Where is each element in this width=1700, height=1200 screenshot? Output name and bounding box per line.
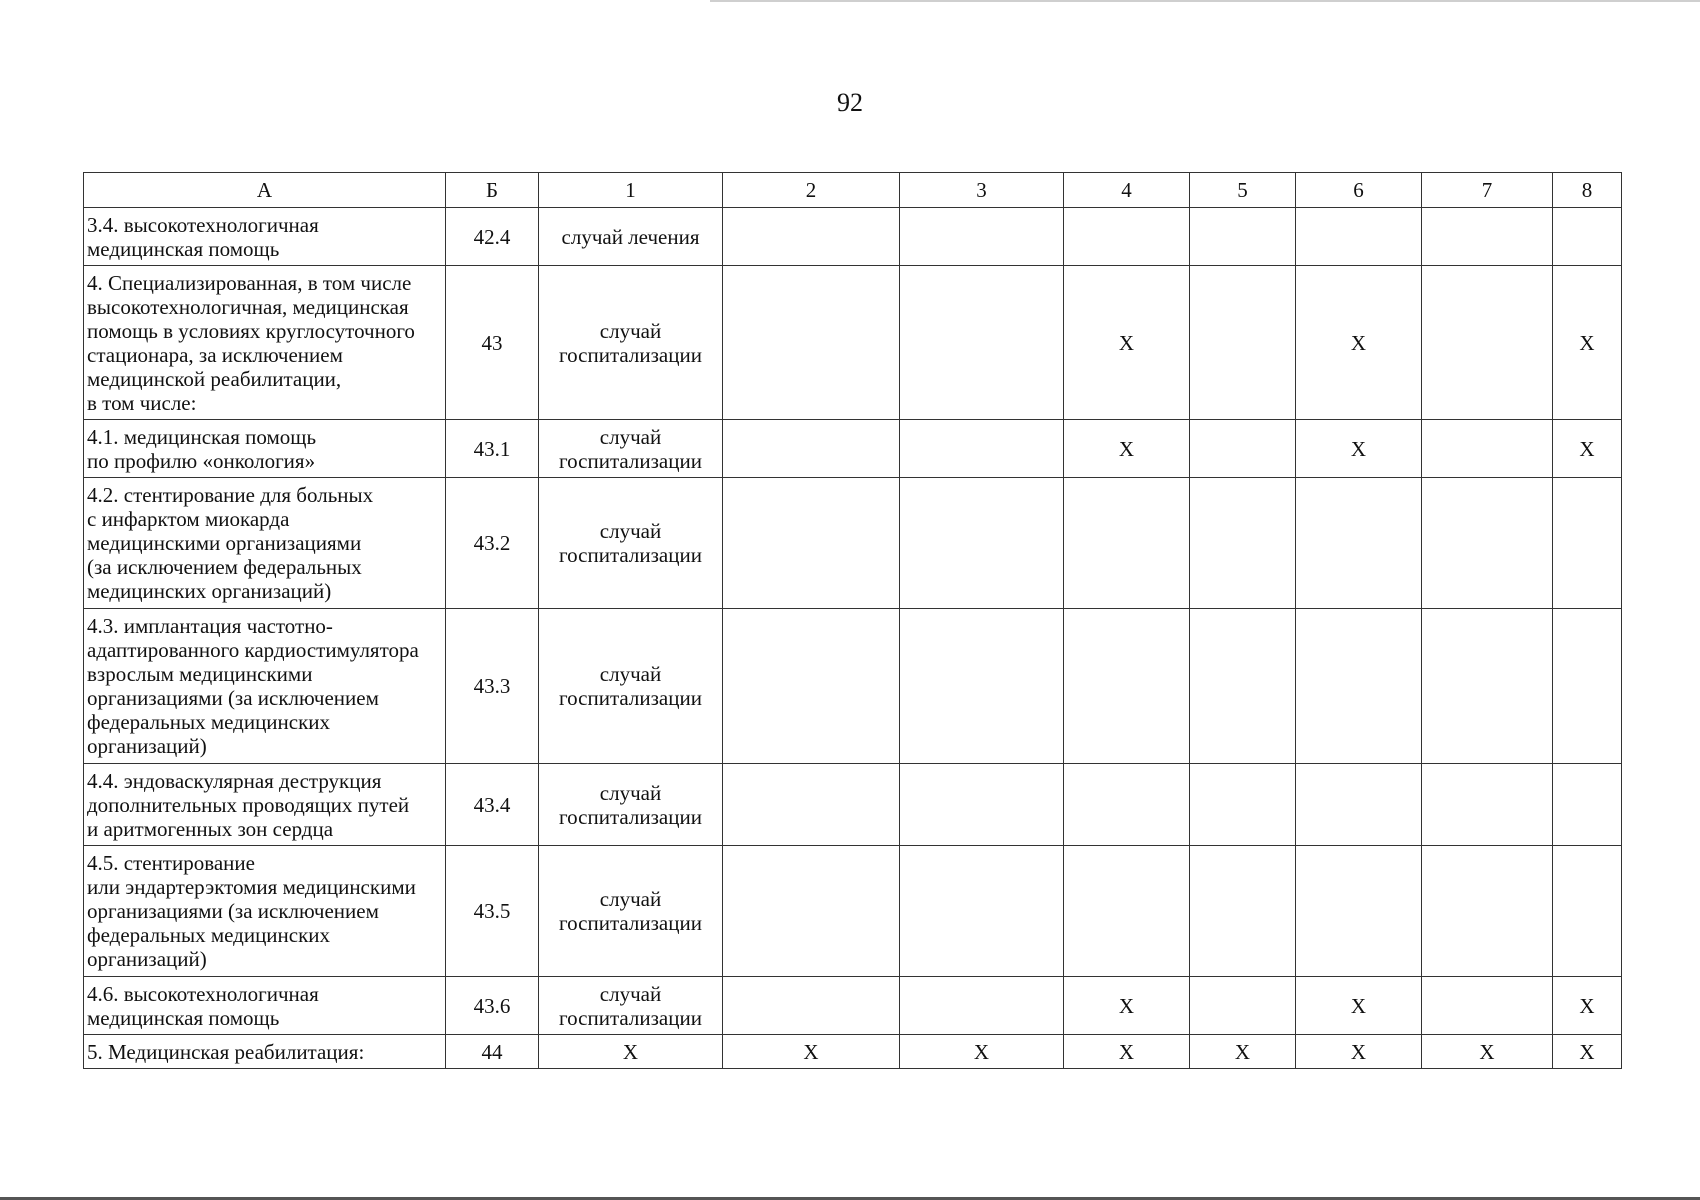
table-row (84, 846, 1622, 977)
value-cell (1553, 764, 1622, 846)
table-row (84, 764, 1622, 846)
column-header-1: 1 (539, 173, 723, 208)
value-cell (723, 764, 900, 846)
row-name-cell: 4.4. эндоваскулярная деструкция дополнительных проводящих путей и аритмогенных зон сердца (84, 764, 446, 846)
value-cell (1190, 846, 1296, 977)
header-row (84, 173, 1622, 208)
value-cell (1422, 977, 1553, 1035)
table-row (84, 478, 1622, 609)
value-cell: Х (1064, 977, 1190, 1035)
value-cell (1190, 208, 1296, 266)
value-cell (1296, 478, 1422, 609)
value-cell (1064, 609, 1190, 764)
row-unit-cell: случай госпитализации (539, 764, 723, 846)
row-code-cell: 42.4 (446, 208, 539, 266)
value-cell: Х (1553, 266, 1622, 420)
value-cell (1064, 846, 1190, 977)
value-cell (900, 208, 1064, 266)
row-code-cell: 43.5 (446, 846, 539, 977)
value-cell: Х (1553, 977, 1622, 1035)
table-row (84, 266, 1622, 420)
value-cell (1190, 764, 1296, 846)
row-code-cell: 44 (446, 1035, 539, 1069)
value-cell (1296, 846, 1422, 977)
value-cell (1553, 478, 1622, 609)
column-header-4: 4 (1064, 173, 1190, 208)
value-cell (1422, 266, 1553, 420)
column-header-2: 2 (723, 173, 900, 208)
value-cell (723, 977, 900, 1035)
row-unit-cell: случай госпитализации (539, 977, 723, 1035)
value-cell (1422, 609, 1553, 764)
column-header-8: 8 (1553, 173, 1622, 208)
value-cell (723, 846, 900, 977)
row-name-cell: 4.6. высокотехнологичная медицинская помощь (84, 977, 446, 1035)
row-unit-cell: случай госпитализации (539, 609, 723, 764)
value-cell (1422, 764, 1553, 846)
row-code-cell: 43.3 (446, 609, 539, 764)
table-row (84, 609, 1622, 764)
value-cell (1190, 977, 1296, 1035)
value-cell (1064, 764, 1190, 846)
row-name-cell: 3.4. высокотехнологичная медицинская помощь (84, 208, 446, 266)
value-cell (1553, 846, 1622, 977)
table-row (84, 977, 1622, 1035)
row-name-cell: 4.5. стентирование или эндартерэктомия медицинскими организациями (за исключением федеральных медицинских организаций) (84, 846, 446, 977)
row-unit-cell: случай госпитализации (539, 478, 723, 609)
value-cell: Х (1553, 420, 1622, 478)
value-cell (900, 478, 1064, 609)
value-cell: Х (1190, 1035, 1296, 1069)
value-cell: Х (1296, 266, 1422, 420)
row-name-cell: 4.2. стентирование для больных с инфарктом миокарда медицинскими организациями (за исключением федеральных медицинских организаций) (84, 478, 446, 609)
column-header-a: А (84, 173, 446, 208)
value-cell (723, 420, 900, 478)
value-cell (900, 977, 1064, 1035)
scan-top-edge (710, 0, 1700, 2)
table-row (84, 1035, 1622, 1069)
value-cell (1296, 764, 1422, 846)
row-name-cell: 4.1. медицинская помощь по профилю «онкология» (84, 420, 446, 478)
table-row (84, 420, 1622, 478)
value-cell: Х (723, 1035, 900, 1069)
column-header-6: 6 (1296, 173, 1422, 208)
row-name-cell: 5. Медицинская реабилитация: (84, 1035, 446, 1069)
value-cell (1064, 208, 1190, 266)
value-cell (723, 266, 900, 420)
value-cell: Х (1296, 420, 1422, 478)
row-unit-cell: случай лечения (539, 208, 723, 266)
column-header-7: 7 (1422, 173, 1553, 208)
value-cell (1422, 846, 1553, 977)
value-cell: Х (1553, 1035, 1622, 1069)
row-unit-cell: случай госпитализации (539, 420, 723, 478)
value-cell (900, 764, 1064, 846)
value-cell (723, 478, 900, 609)
value-cell: Х (1064, 266, 1190, 420)
value-cell (1296, 609, 1422, 764)
value-cell (1553, 609, 1622, 764)
value-cell (900, 420, 1064, 478)
value-cell (1422, 420, 1553, 478)
row-code-cell: 43.2 (446, 478, 539, 609)
value-cell: Х (1422, 1035, 1553, 1069)
page-number: 92 (837, 88, 863, 117)
value-cell (1190, 609, 1296, 764)
value-cell: Х (1296, 1035, 1422, 1069)
value-cell (900, 609, 1064, 764)
value-cell (900, 266, 1064, 420)
row-unit-cell: случай госпитализации (539, 846, 723, 977)
value-cell (723, 609, 900, 764)
value-cell: Х (1064, 1035, 1190, 1069)
column-header-5: 5 (1190, 173, 1296, 208)
column-header-b: Б (446, 173, 539, 208)
value-cell (1422, 478, 1553, 609)
table-row (84, 208, 1622, 266)
value-cell (1422, 208, 1553, 266)
value-cell (1190, 420, 1296, 478)
value-cell: Х (900, 1035, 1064, 1069)
row-name-cell: 4.3. имплантация частотно- адаптированного кардиостимулятора взрослым медицинскими организациями (за исключением федеральных медицинских организаций) (84, 609, 446, 764)
row-unit-cell: случай госпитализации (539, 266, 723, 420)
row-code-cell: 43 (446, 266, 539, 420)
value-cell (1190, 266, 1296, 420)
value-cell: Х (1296, 977, 1422, 1035)
row-name-cell: 4. Специализированная, в том числе высокотехнологичная, медицинская помощь в условиях круглосуточного стационара, за исключением медицинской реабилитации, в том числе: (84, 266, 446, 420)
row-code-cell: 43.4 (446, 764, 539, 846)
row-code-cell: 43.6 (446, 977, 539, 1035)
value-cell (900, 846, 1064, 977)
value-cell (723, 208, 900, 266)
value-cell (1190, 478, 1296, 609)
value-cell (1064, 478, 1190, 609)
data-table (83, 172, 1622, 1069)
value-cell (1553, 208, 1622, 266)
column-header-3: 3 (900, 173, 1064, 208)
row-unit-cell: Х (539, 1035, 723, 1069)
value-cell: Х (1064, 420, 1190, 478)
row-code-cell: 43.1 (446, 420, 539, 478)
value-cell (1296, 208, 1422, 266)
